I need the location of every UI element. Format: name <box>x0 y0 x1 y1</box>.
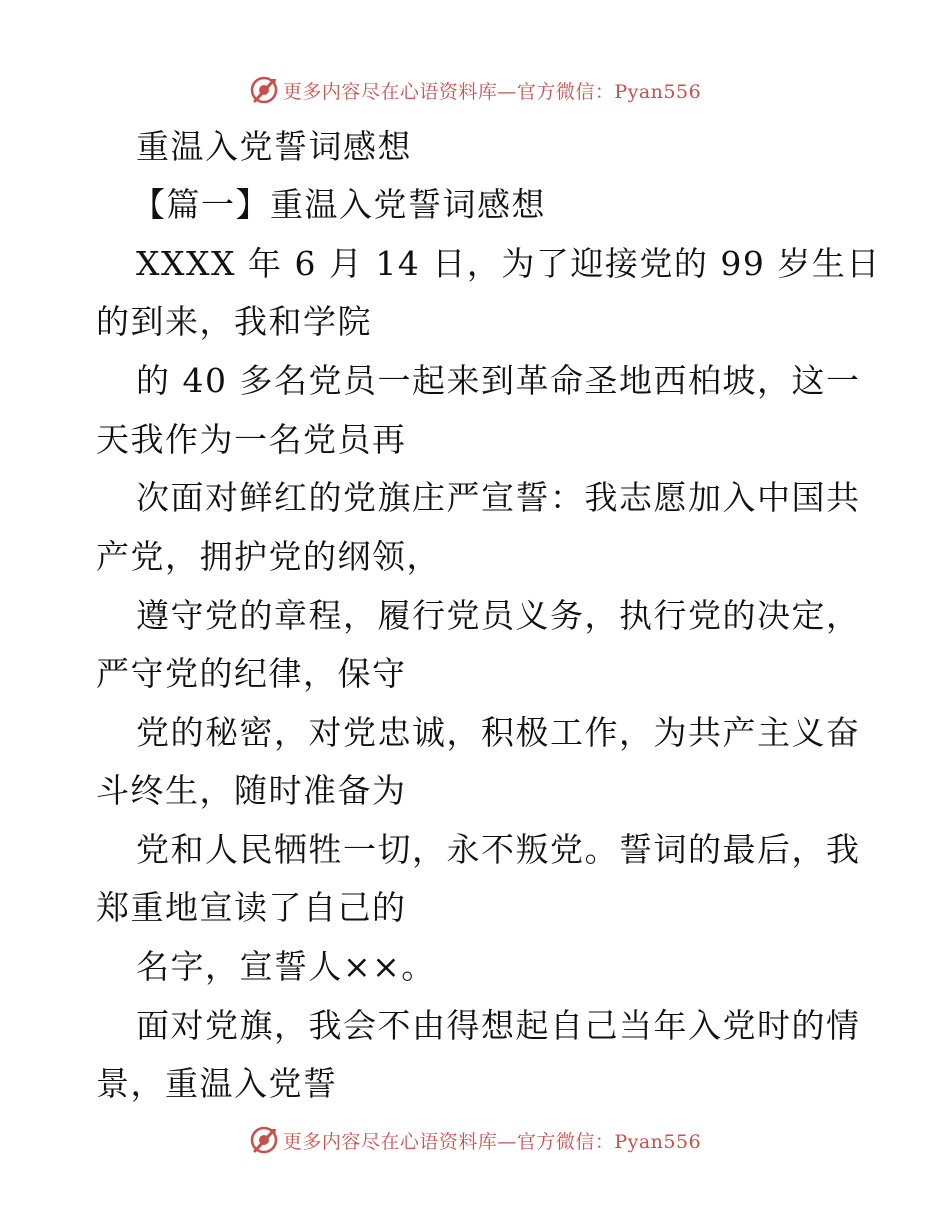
section-heading: 【篇一】重温入党誓词感想 <box>132 185 546 224</box>
paragraph-line: 产党，拥护党的纲领， <box>96 537 441 576</box>
paragraph-line: 的到来，我和学院 <box>96 302 372 341</box>
header-banner-text: 更多内容尽在心语资料库—官方微信：Pyan556 <box>282 80 702 103</box>
paragraph-line: 名字，宣誓人××。 <box>136 947 436 986</box>
paragraph-line: 景，重温入党誓 <box>96 1064 338 1103</box>
footer-banner <box>0 1120 950 1160</box>
paragraph-line: 郑重地宣读了自己的 <box>96 888 407 927</box>
paragraph-line: 党的秘密，对党忠诚，积极工作，为共产主义奋 <box>136 713 861 752</box>
paragraph-line: 的 40 多名党员一起来到革命圣地西柏坡，这一 <box>136 361 861 400</box>
paragraph-line: 面对党旗，我会不由得想起自己当年入党时的情 <box>136 1006 861 1045</box>
paragraph-line: 党和人民牺牲一切，永不叛党。誓词的最后，我 <box>136 830 861 869</box>
paragraph-line: 严守党的纪律，保守 <box>96 654 407 693</box>
quill-seal-icon <box>249 1125 279 1155</box>
paragraph-line: 天我作为一名党员再 <box>96 420 407 459</box>
footer-banner-text: 更多内容尽在心语资料库—官方微信：Pyan556 <box>282 1130 702 1153</box>
paragraph-line: 遵守党的章程，履行党员义务，执行党的决定， <box>136 596 861 635</box>
document-title: 重温入党誓词感想 <box>136 127 412 166</box>
paragraph-line: 次面对鲜红的党旗庄严宣誓：我志愿加入中国共 <box>136 478 861 517</box>
paragraph-line: XXXX 年 6 月 14 日，为了迎接党的 99 岁生日 <box>136 244 881 283</box>
quill-seal-icon <box>249 75 279 105</box>
header-banner <box>0 70 950 110</box>
paragraph-line: 斗终生，随时准备为 <box>96 771 407 810</box>
